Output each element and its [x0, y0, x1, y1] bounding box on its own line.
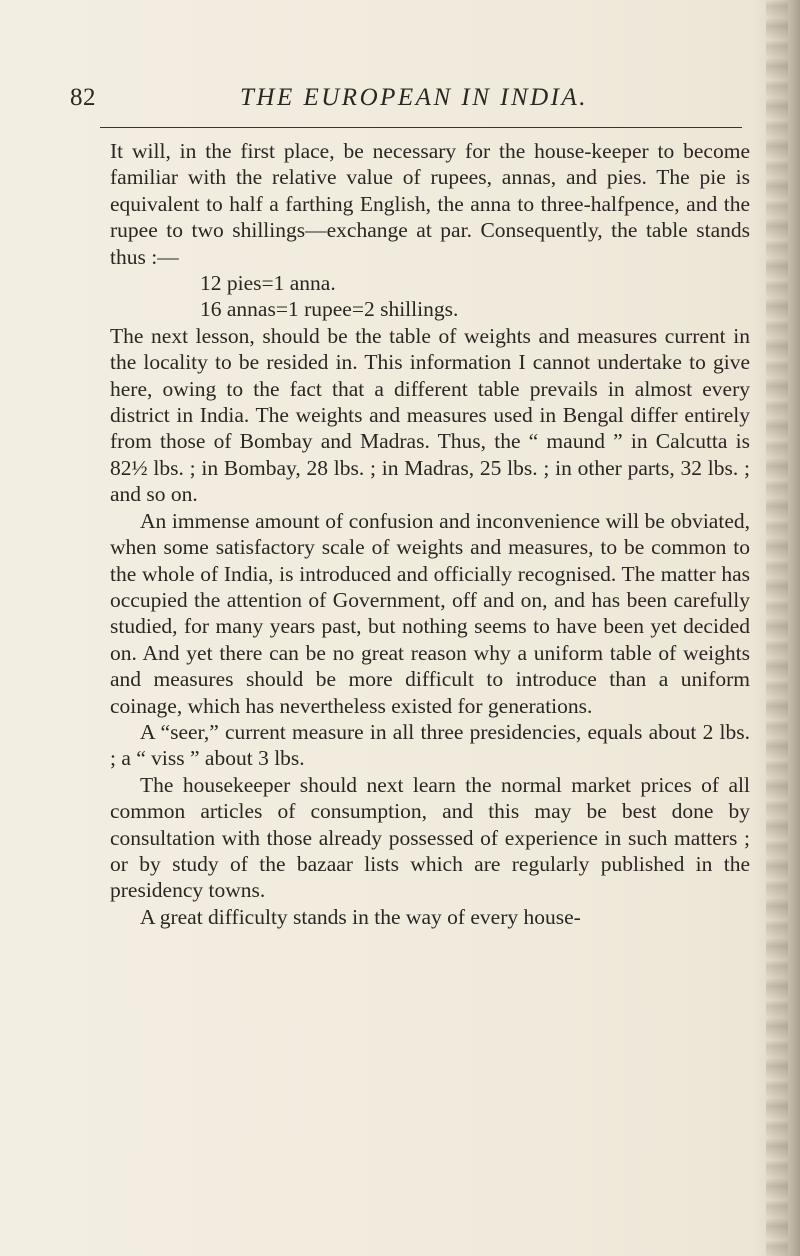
page-body — [110, 138, 750, 930]
paragraph-market-prices: The housekeeper should next learn the normal market prices of all common articles of consumption, and this may be best done by consultation with those already possessed of experience in such matters ; or by study of the bazaar lists which are regularly published in the presidency towns. — [110, 772, 750, 903]
paragraph-currency: It will, in the first place, be necessary for the house-keeper to become familiar with the relative value of rupees, annas, and pies. The pie is equivalent to half a farthing English, the anna to three-halfpence, and the rupee to two shillings—exchange at par. Consequently, the table stands thus :— — [110, 139, 750, 269]
paragraph-difficulty: A great difficulty stands in the way of every house- — [140, 904, 581, 929]
page-edge-texture — [766, 0, 788, 1256]
table-line-pies: 12 pies=1 anna. — [200, 271, 336, 296]
running-head: THE EUROPEAN IN INDIA. — [240, 84, 589, 111]
paragraph-confusion: An immense amount of confusion and inconvenience will be obviated, when some satisfactory scale of weights and measures, to be common to the whole of India, is introduced and officially recognised. The matter has occupied the attention of Government, off and on, and has been carefully studied, for many years past, but nothing seems to have been yet decided on. And yet there can be no great reason why a uniform table of weights and measures should be more difficult to introduce than a uniform coinage, which has nevertheless existed for generations. — [110, 508, 750, 718]
header-rule — [100, 127, 742, 128]
table-line-annas: 16 annas=1 rupee=2 shillings. — [200, 297, 459, 322]
page-number: 82 — [70, 84, 96, 111]
page-header — [70, 80, 760, 120]
paragraph-seer: A “seer,” current measure in all three presidencies, equals about 2 lbs. ; a “ viss ” about 3 lbs. — [110, 719, 750, 771]
paragraph-weights: The next lesson, should be the table of weights and measures current in the locality to be resided in. This information I cannot undertake to give here, owing to the fact that a different table prevails in almost every district in India. The weights and measures used in Bengal differ entirely from those of Bombay and Madras. Thus, the “ maund ” in Calcutta is 82½ lbs. ; in Bombay, 28 lbs. ; in Madras, 25 lbs. ; in other parts, 32 lbs. ; and so on. — [110, 323, 750, 507]
